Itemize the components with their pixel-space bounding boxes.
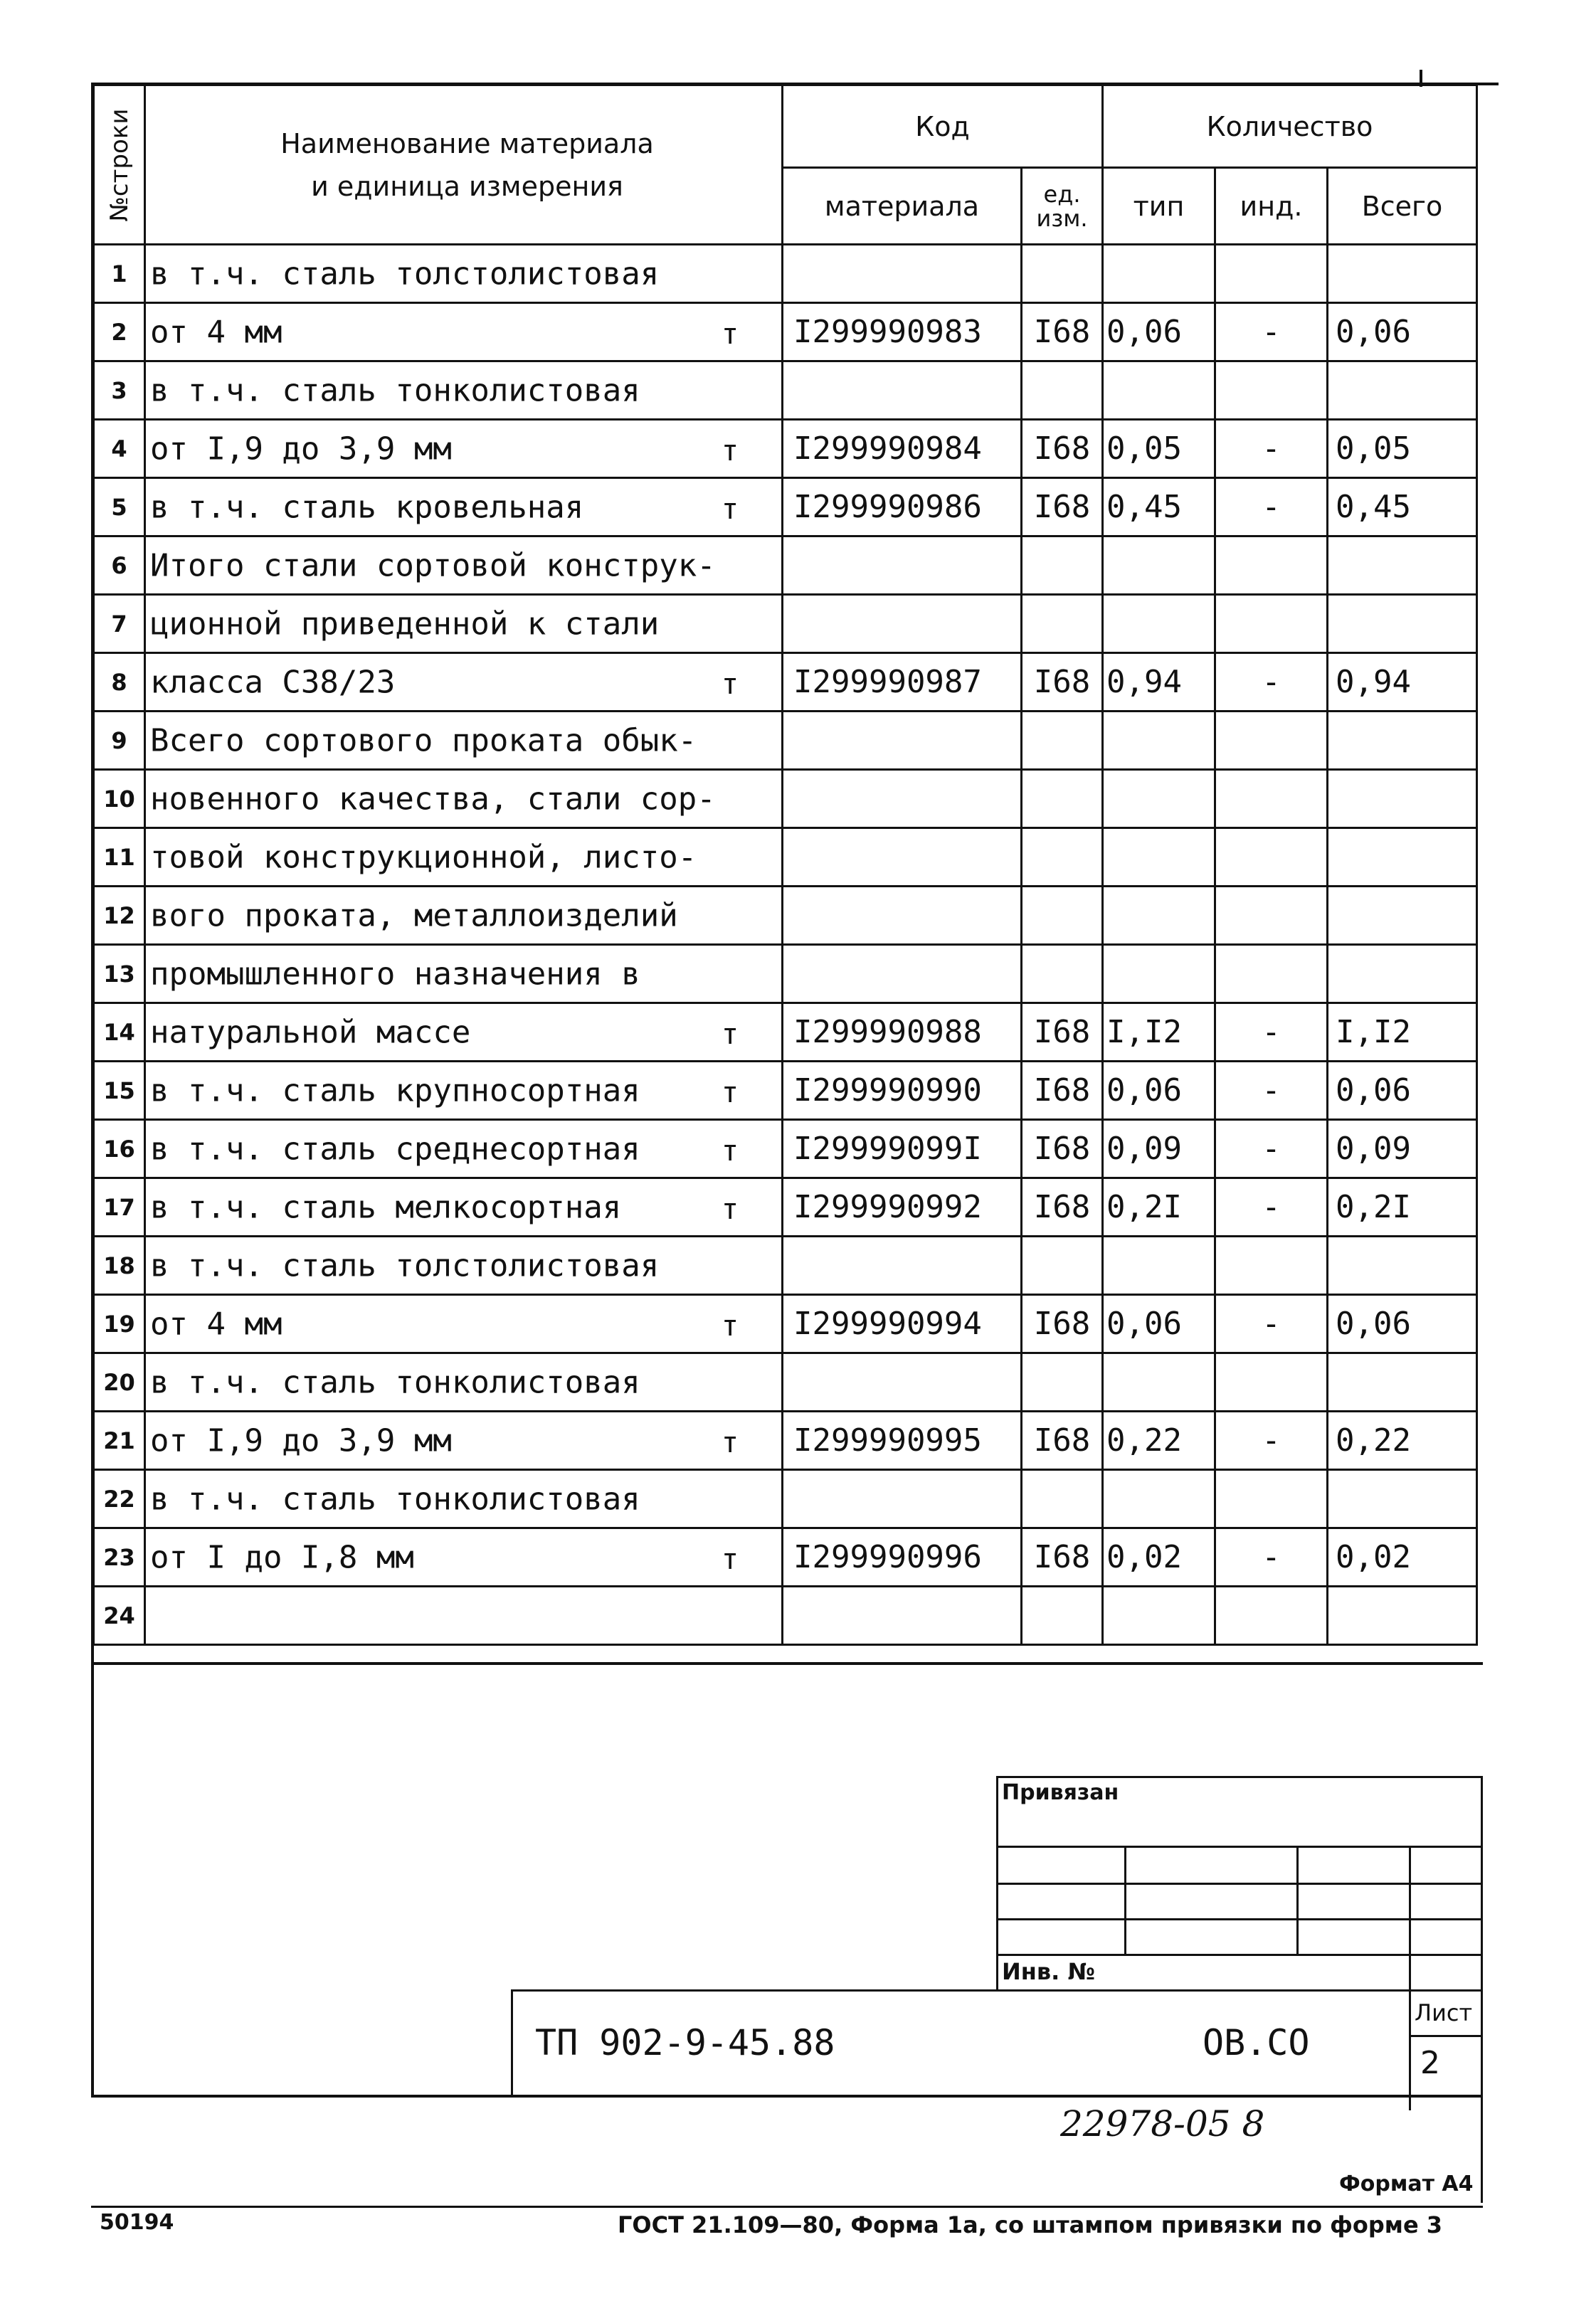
row-number: 7	[94, 595, 145, 653]
quantity-total	[1328, 712, 1477, 770]
material-name-cell	[145, 1237, 783, 1295]
material-name-cell	[145, 828, 783, 887]
quantity-total	[1328, 828, 1477, 887]
material-name-cell	[145, 1587, 783, 1645]
material-name-cell	[145, 536, 783, 595]
stamp-main-box-left	[511, 1989, 513, 2098]
row-number: 11	[94, 828, 145, 887]
material-name: промышленного назначения в	[150, 956, 640, 992]
material-name: ционной приведенной к стали	[150, 605, 660, 642]
material-code	[783, 887, 1022, 945]
material-code	[783, 245, 1022, 303]
quantity-total	[1328, 245, 1477, 303]
quantity-total	[1328, 770, 1477, 828]
footer-rule	[91, 2206, 1483, 2208]
table-row	[94, 1353, 1477, 1412]
unit-code	[1022, 245, 1103, 303]
unit-code: I68	[1022, 1062, 1103, 1120]
material-code	[783, 1237, 1022, 1295]
row-number: 17	[94, 1178, 145, 1237]
table-row	[94, 1528, 1477, 1587]
name-header	[145, 85, 783, 245]
material-name: класса С38/23	[150, 664, 396, 700]
unit-code: I68	[1022, 653, 1103, 712]
qty-ind-header: инд.	[1215, 168, 1328, 245]
quantity-type	[1103, 595, 1215, 653]
stamp-main-box-bottom	[91, 2095, 1483, 2098]
row-number: 9	[94, 712, 145, 770]
table-row	[94, 653, 1477, 712]
stamp-grid-vline	[1296, 1847, 1299, 1955]
unit-code: I68	[1022, 1178, 1103, 1237]
material-name: в т.ч. сталь толстолистовая	[150, 255, 660, 292]
table-row	[94, 1470, 1477, 1528]
row-number: 2	[94, 303, 145, 361]
unit-code: I68	[1022, 478, 1103, 536]
unit-of-measure: т	[721, 1193, 739, 1227]
quantity-type	[1103, 536, 1215, 595]
material-name-cell	[145, 1178, 783, 1237]
material-code: I299990995	[783, 1412, 1022, 1470]
material-name: в т.ч. сталь среднесортная	[150, 1131, 640, 1167]
row-number: 13	[94, 945, 145, 1003]
material-code	[783, 828, 1022, 887]
quantity-group-header: Количество	[1103, 85, 1477, 168]
code-material-header: материала	[783, 168, 1022, 245]
row-number: 14	[94, 1003, 145, 1062]
material-code: I299990990	[783, 1062, 1022, 1120]
material-name: товой конструкционной, листо-	[150, 839, 697, 875]
unit-code: I68	[1022, 1003, 1103, 1062]
row-number: 22	[94, 1470, 145, 1528]
inv-number-label: Инв. №	[1002, 1958, 1095, 1985]
unit-code: I68	[1022, 420, 1103, 478]
material-name: в т.ч. сталь мелкосортная	[150, 1189, 622, 1225]
quantity-type	[1103, 1587, 1215, 1645]
quantity-type: 0,09	[1103, 1120, 1215, 1178]
privyazan-label: Привязан	[1002, 1780, 1119, 1805]
quantity-ind: -	[1215, 1062, 1328, 1120]
material-name-cell	[145, 595, 783, 653]
quantity-total: 0,09	[1328, 1120, 1477, 1178]
unit-code	[1022, 595, 1103, 653]
table-row	[94, 1587, 1477, 1645]
material-name: от I до I,8 мм	[150, 1539, 414, 1575]
row-number: 6	[94, 536, 145, 595]
quantity-ind	[1215, 536, 1328, 595]
table-row	[94, 887, 1477, 945]
code-unit-header: ед. изм.	[1022, 168, 1103, 245]
table-row	[94, 245, 1477, 303]
quantity-total	[1328, 945, 1477, 1003]
quantity-total: 0,06	[1328, 303, 1477, 361]
material-name: от I,9 до 3,9 мм	[150, 1422, 452, 1459]
material-name-cell	[145, 1353, 783, 1412]
table-row	[94, 1062, 1477, 1120]
quantity-ind: -	[1215, 653, 1328, 712]
quantity-ind: -	[1215, 1003, 1328, 1062]
row-number: 18	[94, 1237, 145, 1295]
material-name: от I,9 до 3,9 мм	[150, 430, 452, 467]
material-name-cell	[145, 1528, 783, 1587]
qty-type-header: тип	[1103, 168, 1215, 245]
quantity-total: 0,05	[1328, 420, 1477, 478]
quantity-total: 0,06	[1328, 1295, 1477, 1353]
quantity-ind: -	[1215, 1120, 1328, 1178]
stamp-binding-box-right	[1481, 1776, 1483, 2110]
material-code: I299990988	[783, 1003, 1022, 1062]
unit-code: I68	[1022, 1412, 1103, 1470]
material-name: Всего сортового проката обык-	[150, 722, 697, 758]
quantity-ind	[1215, 828, 1328, 887]
quantity-type	[1103, 887, 1215, 945]
unit-code	[1022, 1237, 1103, 1295]
quantity-type: 0,2I	[1103, 1178, 1215, 1237]
unit-code	[1022, 828, 1103, 887]
unit-code	[1022, 1353, 1103, 1412]
stamp-sheet-divider	[1409, 2035, 1483, 2037]
table-row	[94, 1412, 1477, 1470]
unit-of-measure: т	[721, 493, 739, 527]
quantity-total	[1328, 1587, 1477, 1645]
table-row	[94, 1237, 1477, 1295]
row-number: 8	[94, 653, 145, 712]
material-name: в т.ч. сталь тонколистовая	[150, 1481, 640, 1517]
material-name: в т.ч. сталь тонколистовая	[150, 1364, 640, 1400]
material-name-cell	[145, 478, 783, 536]
unit-code	[1022, 361, 1103, 420]
material-name-cell	[145, 1120, 783, 1178]
table-row	[94, 595, 1477, 653]
sheet-label: Лист	[1415, 1999, 1473, 2026]
material-code	[783, 712, 1022, 770]
quantity-total: 0,45	[1328, 478, 1477, 536]
material-name-cell	[145, 770, 783, 828]
quantity-ind: -	[1215, 1178, 1328, 1237]
material-code: I299990994	[783, 1295, 1022, 1353]
unit-code	[1022, 770, 1103, 828]
material-name-cell	[145, 1295, 783, 1353]
quantity-ind: -	[1215, 478, 1328, 536]
table-row	[94, 1003, 1477, 1062]
material-name: в т.ч. сталь крупносортная	[150, 1072, 640, 1109]
row-number: 5	[94, 478, 145, 536]
row-number: 21	[94, 1412, 145, 1470]
quantity-ind: -	[1215, 420, 1328, 478]
material-name: в т.ч. сталь тонколистовая	[150, 372, 640, 408]
unit-code	[1022, 887, 1103, 945]
quantity-type	[1103, 245, 1215, 303]
unit-of-measure: т	[721, 318, 739, 351]
quantity-ind	[1215, 1587, 1328, 1645]
material-name-cell	[145, 712, 783, 770]
stamp-grid-vline	[1124, 1847, 1126, 1955]
quantity-type	[1103, 1353, 1215, 1412]
material-name: вого проката, металлоизделий	[150, 897, 678, 934]
quantity-total: 0,94	[1328, 653, 1477, 712]
unit-of-measure: т	[721, 1427, 739, 1460]
gost-reference: ГОСТ 21.109—80, Форма 1а, со штампом привязки по форме 3	[618, 2211, 1443, 2238]
material-code: I299990992	[783, 1178, 1022, 1237]
footer-side-tick	[1481, 2110, 1483, 2203]
quantity-type: 0,06	[1103, 303, 1215, 361]
unit-of-measure: т	[721, 668, 739, 702]
name-header-line2: и единица измерения	[311, 170, 623, 202]
row-number: 19	[94, 1295, 145, 1353]
table-row	[94, 1120, 1477, 1178]
stamp-rule-top	[91, 1662, 1483, 1665]
quantity-ind	[1215, 1237, 1328, 1295]
row-number: 12	[94, 887, 145, 945]
stamp-grid-vline	[1409, 1847, 1411, 2110]
row-number: 20	[94, 1353, 145, 1412]
table-row	[94, 770, 1477, 828]
row-number: 10	[94, 770, 145, 828]
quantity-total	[1328, 1470, 1477, 1528]
code-group-header: Код	[783, 85, 1103, 168]
material-code	[783, 1353, 1022, 1412]
table-row	[94, 1178, 1477, 1237]
table-row	[94, 536, 1477, 595]
quantity-total	[1328, 887, 1477, 945]
material-name-cell	[145, 1062, 783, 1120]
row-number: 3	[94, 361, 145, 420]
table-row	[94, 420, 1477, 478]
rownum-header-label: №строки	[105, 108, 134, 221]
format-label: Формат А4	[1339, 2172, 1474, 2196]
material-code: I299990986	[783, 478, 1022, 536]
unit-of-measure: т	[721, 435, 739, 468]
material-name: натуральной массе	[150, 1014, 471, 1050]
row-number: 24	[94, 1587, 145, 1645]
quantity-total: I,I2	[1328, 1003, 1477, 1062]
material-code: I29999099I	[783, 1120, 1022, 1178]
unit-code: I68	[1022, 1528, 1103, 1587]
table-row	[94, 361, 1477, 420]
table-row	[94, 712, 1477, 770]
quantity-ind	[1215, 1470, 1328, 1528]
quantity-type	[1103, 945, 1215, 1003]
quantity-ind: -	[1215, 303, 1328, 361]
stamp-main-box-top	[511, 1989, 1483, 1992]
unit-code: I68	[1022, 1120, 1103, 1178]
table-row	[94, 303, 1477, 361]
quantity-type: 0,22	[1103, 1412, 1215, 1470]
quantity-ind: -	[1215, 1528, 1328, 1587]
unit-code	[1022, 1587, 1103, 1645]
quantity-total: 0,06	[1328, 1062, 1477, 1120]
material-name: от 4 мм	[150, 1306, 282, 1342]
material-name: в т.ч. сталь толстолистовая	[150, 1247, 660, 1284]
unit-code: I68	[1022, 1295, 1103, 1353]
material-code	[783, 770, 1022, 828]
quantity-total	[1328, 595, 1477, 653]
qty-total-header: Всего	[1328, 168, 1477, 245]
unit-code	[1022, 945, 1103, 1003]
material-name: в т.ч. сталь кровельная	[150, 489, 584, 525]
quantity-total	[1328, 361, 1477, 420]
name-header-line1: Наименование материала	[280, 127, 654, 159]
quantity-type: 0,45	[1103, 478, 1215, 536]
table-row	[94, 828, 1477, 887]
material-code	[783, 1587, 1022, 1645]
quantity-total	[1328, 536, 1477, 595]
quantity-ind	[1215, 945, 1328, 1003]
row-number: 23	[94, 1528, 145, 1587]
unit-code	[1022, 1470, 1103, 1528]
document-code: ТП 902-9-45.88	[535, 2022, 835, 2063]
material-name-cell	[145, 1470, 783, 1528]
row-number: 15	[94, 1062, 145, 1120]
quantity-type: 0,06	[1103, 1295, 1215, 1353]
material-code	[783, 1470, 1022, 1528]
sheet-number: 2	[1420, 2045, 1440, 2081]
unit-code	[1022, 712, 1103, 770]
material-code: I299990984	[783, 420, 1022, 478]
unit-code: I68	[1022, 303, 1103, 361]
material-name-cell	[145, 887, 783, 945]
quantity-ind: -	[1215, 1412, 1328, 1470]
material-name-cell	[145, 303, 783, 361]
row-number: 16	[94, 1120, 145, 1178]
table-row	[94, 1295, 1477, 1353]
quantity-type: 0,94	[1103, 653, 1215, 712]
material-code: I299990983	[783, 303, 1022, 361]
row-number: 1	[94, 245, 145, 303]
unit-of-measure: т	[721, 1018, 739, 1052]
quantity-total: 0,22	[1328, 1412, 1477, 1470]
material-code: I299990987	[783, 653, 1022, 712]
quantity-type: 0,05	[1103, 420, 1215, 478]
quantity-type	[1103, 1237, 1215, 1295]
material-code	[783, 945, 1022, 1003]
unit-of-measure: т	[721, 1310, 739, 1343]
quantity-type: 0,06	[1103, 1062, 1215, 1120]
quantity-ind	[1215, 770, 1328, 828]
unit-of-measure: т	[721, 1077, 739, 1110]
material-name-cell	[145, 945, 783, 1003]
quantity-type	[1103, 712, 1215, 770]
material-code	[783, 536, 1022, 595]
quantity-type	[1103, 1470, 1215, 1528]
document-section: ОВ.СО	[1203, 2022, 1310, 2063]
handwritten-registration-number: 22978-05 8	[1060, 2103, 1265, 2145]
quantity-total	[1328, 1237, 1477, 1295]
table-body	[94, 245, 1477, 1645]
quantity-total: 0,2I	[1328, 1178, 1477, 1237]
quantity-ind	[1215, 1353, 1328, 1412]
quantity-ind	[1215, 887, 1328, 945]
stamp-binding-box-top	[996, 1776, 1483, 1778]
material-name-cell	[145, 1412, 783, 1470]
quantity-ind	[1215, 595, 1328, 653]
material-name-cell	[145, 245, 783, 303]
material-name-cell	[145, 361, 783, 420]
quantity-type	[1103, 828, 1215, 887]
quantity-ind: -	[1215, 1295, 1328, 1353]
material-name-cell	[145, 420, 783, 478]
quantity-ind	[1215, 361, 1328, 420]
material-name: Итого стали сортовой конструк-	[150, 547, 716, 583]
footer-left-code: 50194	[100, 2210, 174, 2235]
quantity-type	[1103, 361, 1215, 420]
material-code	[783, 595, 1022, 653]
material-name-cell	[145, 653, 783, 712]
row-number: 4	[94, 420, 145, 478]
table-row	[94, 945, 1477, 1003]
quantity-type: 0,02	[1103, 1528, 1215, 1587]
quantity-total: 0,02	[1328, 1528, 1477, 1587]
unit-of-measure: т	[721, 1135, 739, 1168]
material-name: новенного качества, стали сор-	[150, 781, 716, 817]
table-row	[94, 478, 1477, 536]
quantity-type: I,I2	[1103, 1003, 1215, 1062]
quantity-ind	[1215, 245, 1328, 303]
material-code	[783, 361, 1022, 420]
material-name: от 4 мм	[150, 314, 282, 350]
rownum-header	[94, 85, 145, 245]
material-name-cell	[145, 1003, 783, 1062]
quantity-ind	[1215, 712, 1328, 770]
specification-table	[93, 84, 1478, 1646]
unit-of-measure: т	[721, 1543, 739, 1577]
material-code: I299990996	[783, 1528, 1022, 1587]
quantity-type	[1103, 770, 1215, 828]
unit-code	[1022, 536, 1103, 595]
quantity-total	[1328, 1353, 1477, 1412]
